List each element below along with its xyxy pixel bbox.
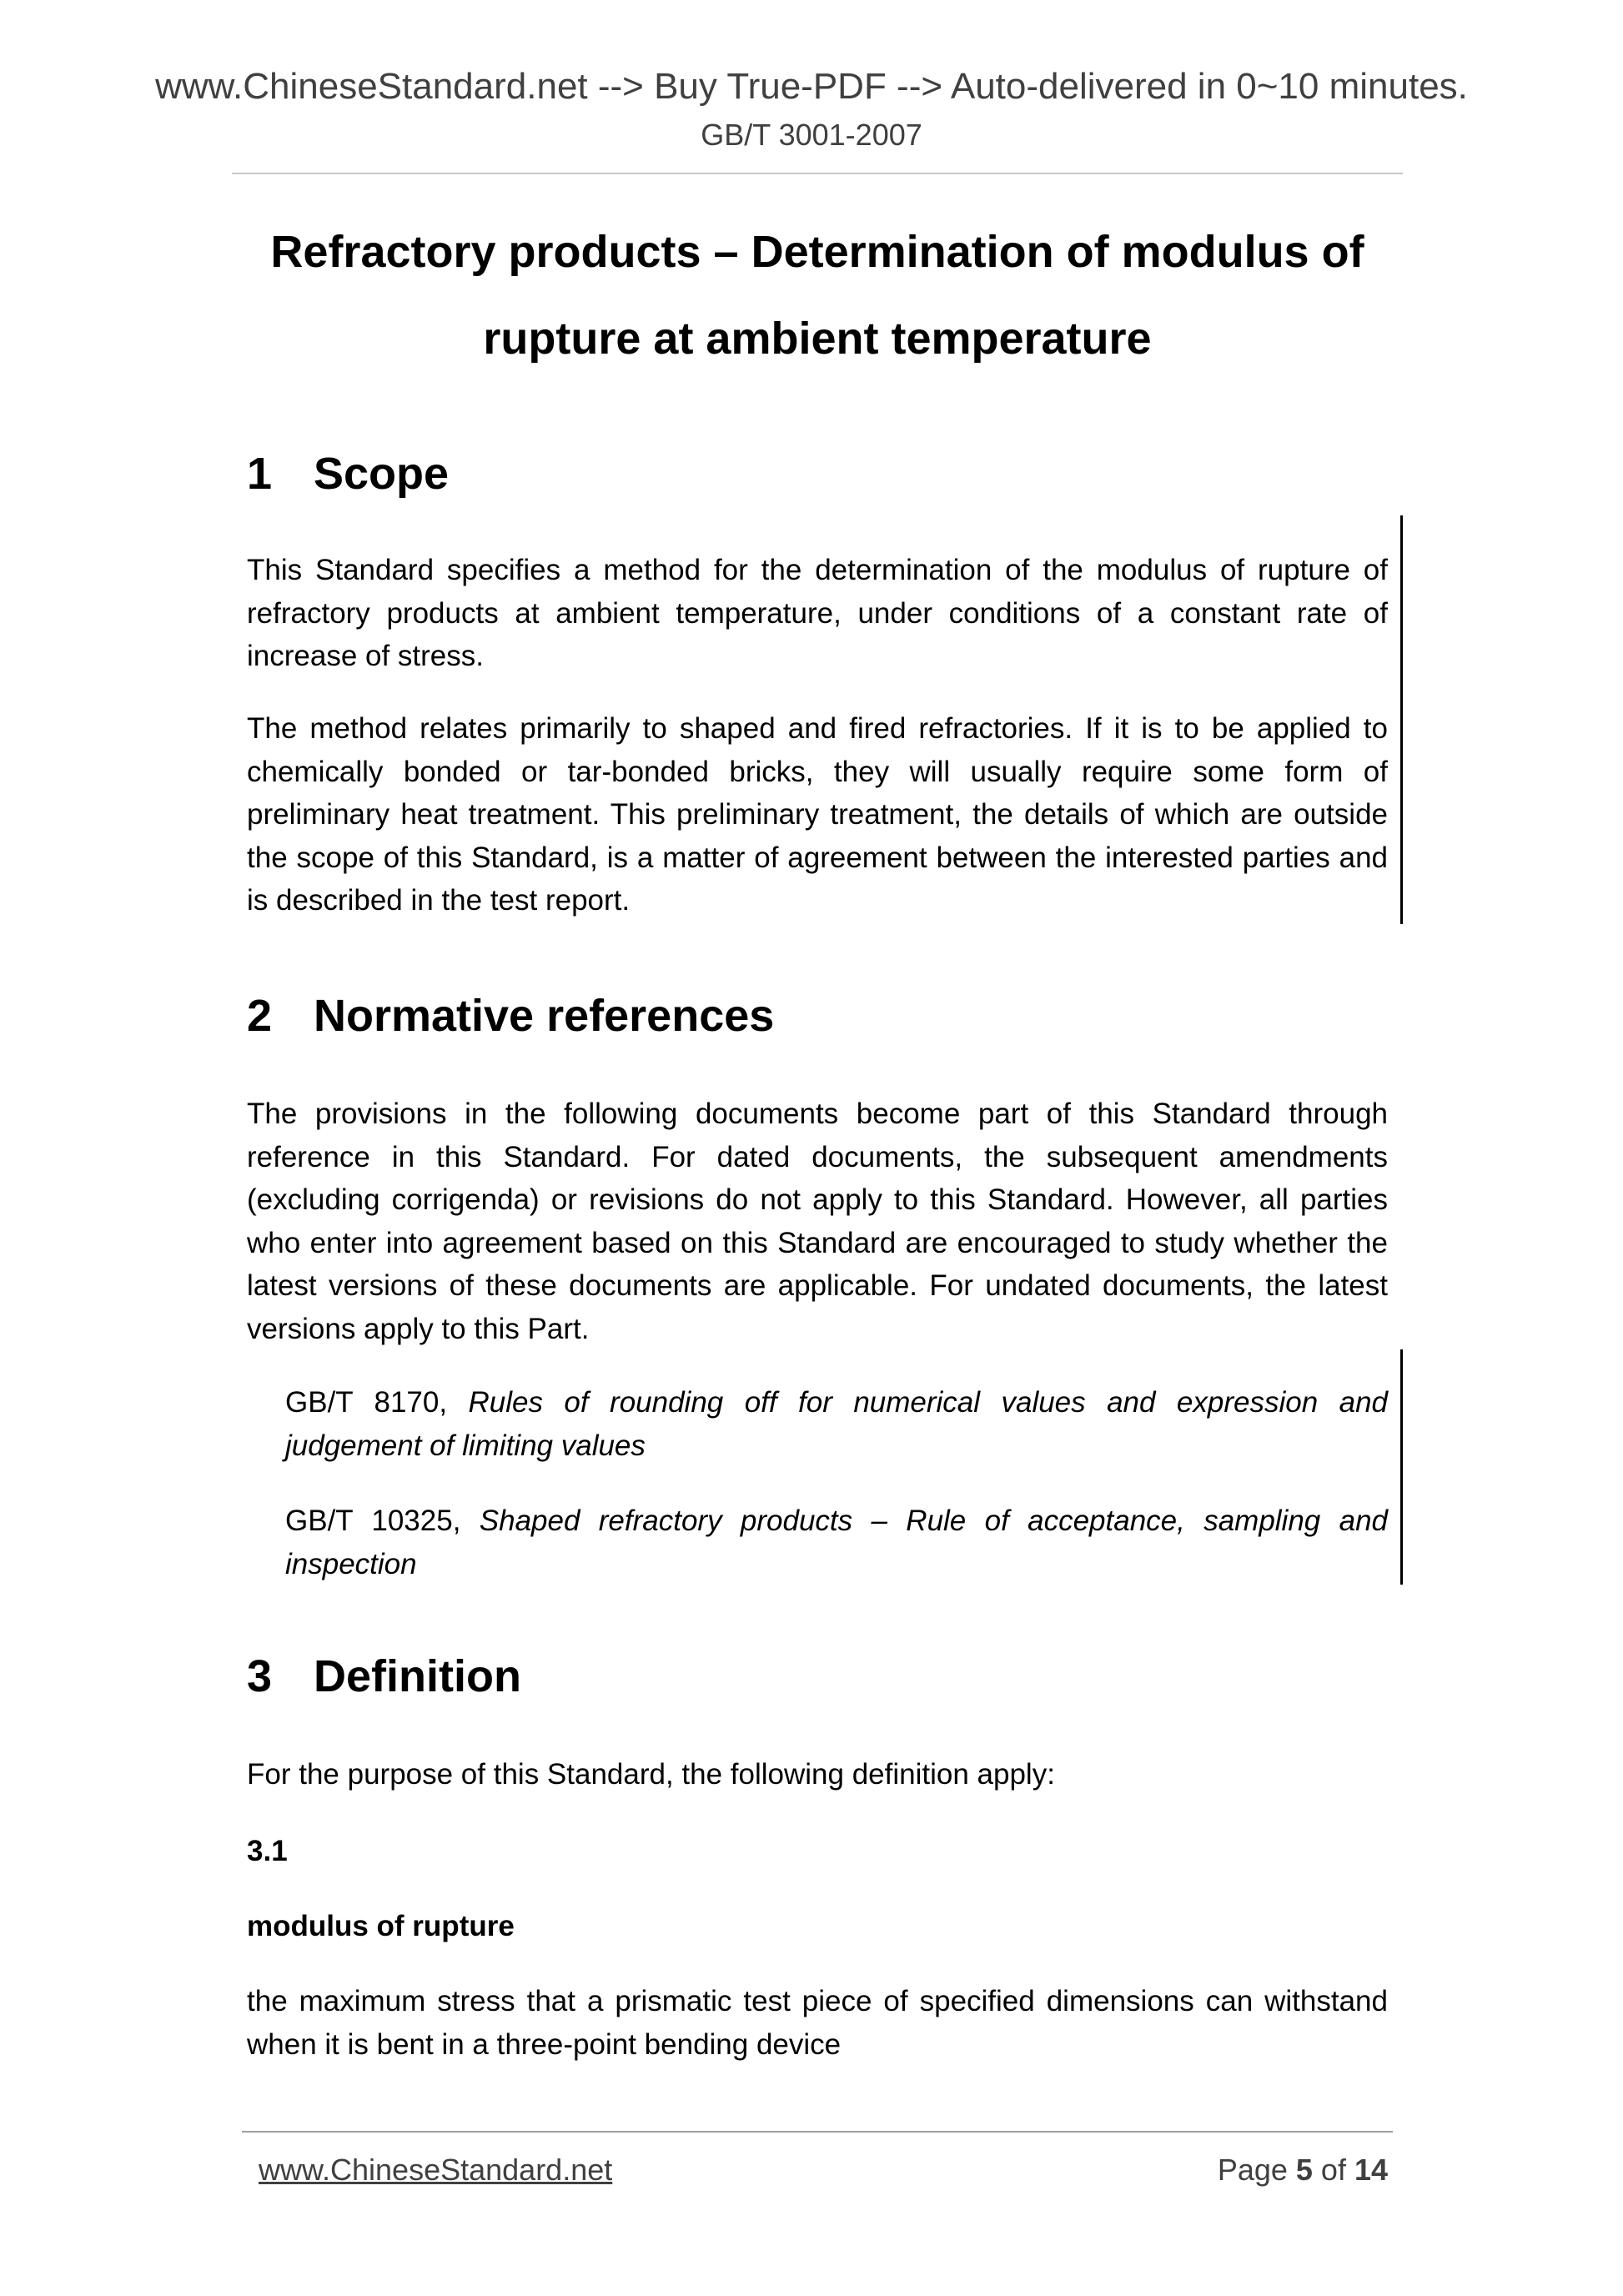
reference-title: Shaped refractory products – Rule of acceptance, sampling and inspection — [285, 1505, 1388, 1580]
page-total: 14 — [1354, 2153, 1388, 2187]
section-title: Definition — [314, 1651, 521, 1701]
scope-paragraph-2: The method relates primarily to shaped and fired refractories. If it is to be applied to chemically bonded or tar-bonded bricks, they will usually require some form of preliminary heat treatment. This preliminary treatment, the details of which are outside the scope of this Standard, is a matter of agreement between the interested parties and is described in the test report. — [247, 712, 1388, 917]
reference-item — [285, 1381, 1388, 1467]
section-heading-scope — [247, 447, 449, 500]
section-heading-normative-references — [247, 989, 774, 1042]
of-label: of — [1312, 2153, 1354, 2187]
section-number: 3 — [247, 1651, 273, 1701]
page-label: Page — [1217, 2153, 1296, 2187]
term-definition: the maximum stress that a prismatic test piece of specified dimensions can withstand when it is bent in a three-point bending device — [247, 1985, 1388, 2061]
document-title-line-1: Refractory products – Determination of modulus of — [270, 227, 1364, 277]
reference-code: GB/T 10325, — [285, 1505, 480, 1537]
normative-paragraph: The provisions in the following documents become part of this Standard through reference in this Standard. For dated documents, the subsequent amendments (excluding corrigenda) or revisions do not apply to this Standard. However, all parties who enter into agreement based on this Standard are encouraged to study whether the latest versions of these documents are applicable. For undated documents, the latest versions apply to this Part. — [247, 1098, 1388, 1345]
document-id: GB/T 3001-2007 — [701, 118, 922, 152]
term-number: 3.1 — [247, 1835, 288, 1867]
section-number: 1 — [247, 449, 273, 499]
section-title: Normative references — [314, 991, 775, 1041]
section-title: Scope — [314, 449, 450, 499]
change-bar — [1400, 1349, 1403, 1585]
header-banner: www.ChineseStandard.net --> Buy True-PDF --> Auto-delivered in 0~10 minutes. — [155, 66, 1468, 107]
definition-intro: For the purpose of this Standard, the following definition apply: — [247, 1758, 1055, 1791]
section-number: 2 — [247, 991, 273, 1041]
page-indicator — [1218, 2152, 1388, 2188]
header-divider — [232, 173, 1403, 174]
reference-title: Rules of rounding off for numerical values and expression and judgement of limiting values — [285, 1386, 1388, 1462]
footer-divider — [242, 2131, 1393, 2133]
reference-item — [285, 1500, 1388, 1585]
footer-site-link[interactable]: www.ChineseStandard.net — [259, 2153, 613, 2187]
change-bar — [1400, 515, 1403, 924]
document-title-line-2: rupture at ambient temperature — [483, 314, 1152, 364]
section-heading-definition — [247, 1650, 521, 1703]
term-name: modulus of rupture — [247, 1910, 515, 1942]
page-number: 5 — [1295, 2153, 1313, 2187]
reference-code: GB/T 8170, — [285, 1386, 469, 1419]
scope-paragraph-1: This Standard specifies a method for the determination of the modulus of rupture of refractory products at ambient temperature, under conditions of a constant rate of increase of stress. — [247, 554, 1388, 672]
